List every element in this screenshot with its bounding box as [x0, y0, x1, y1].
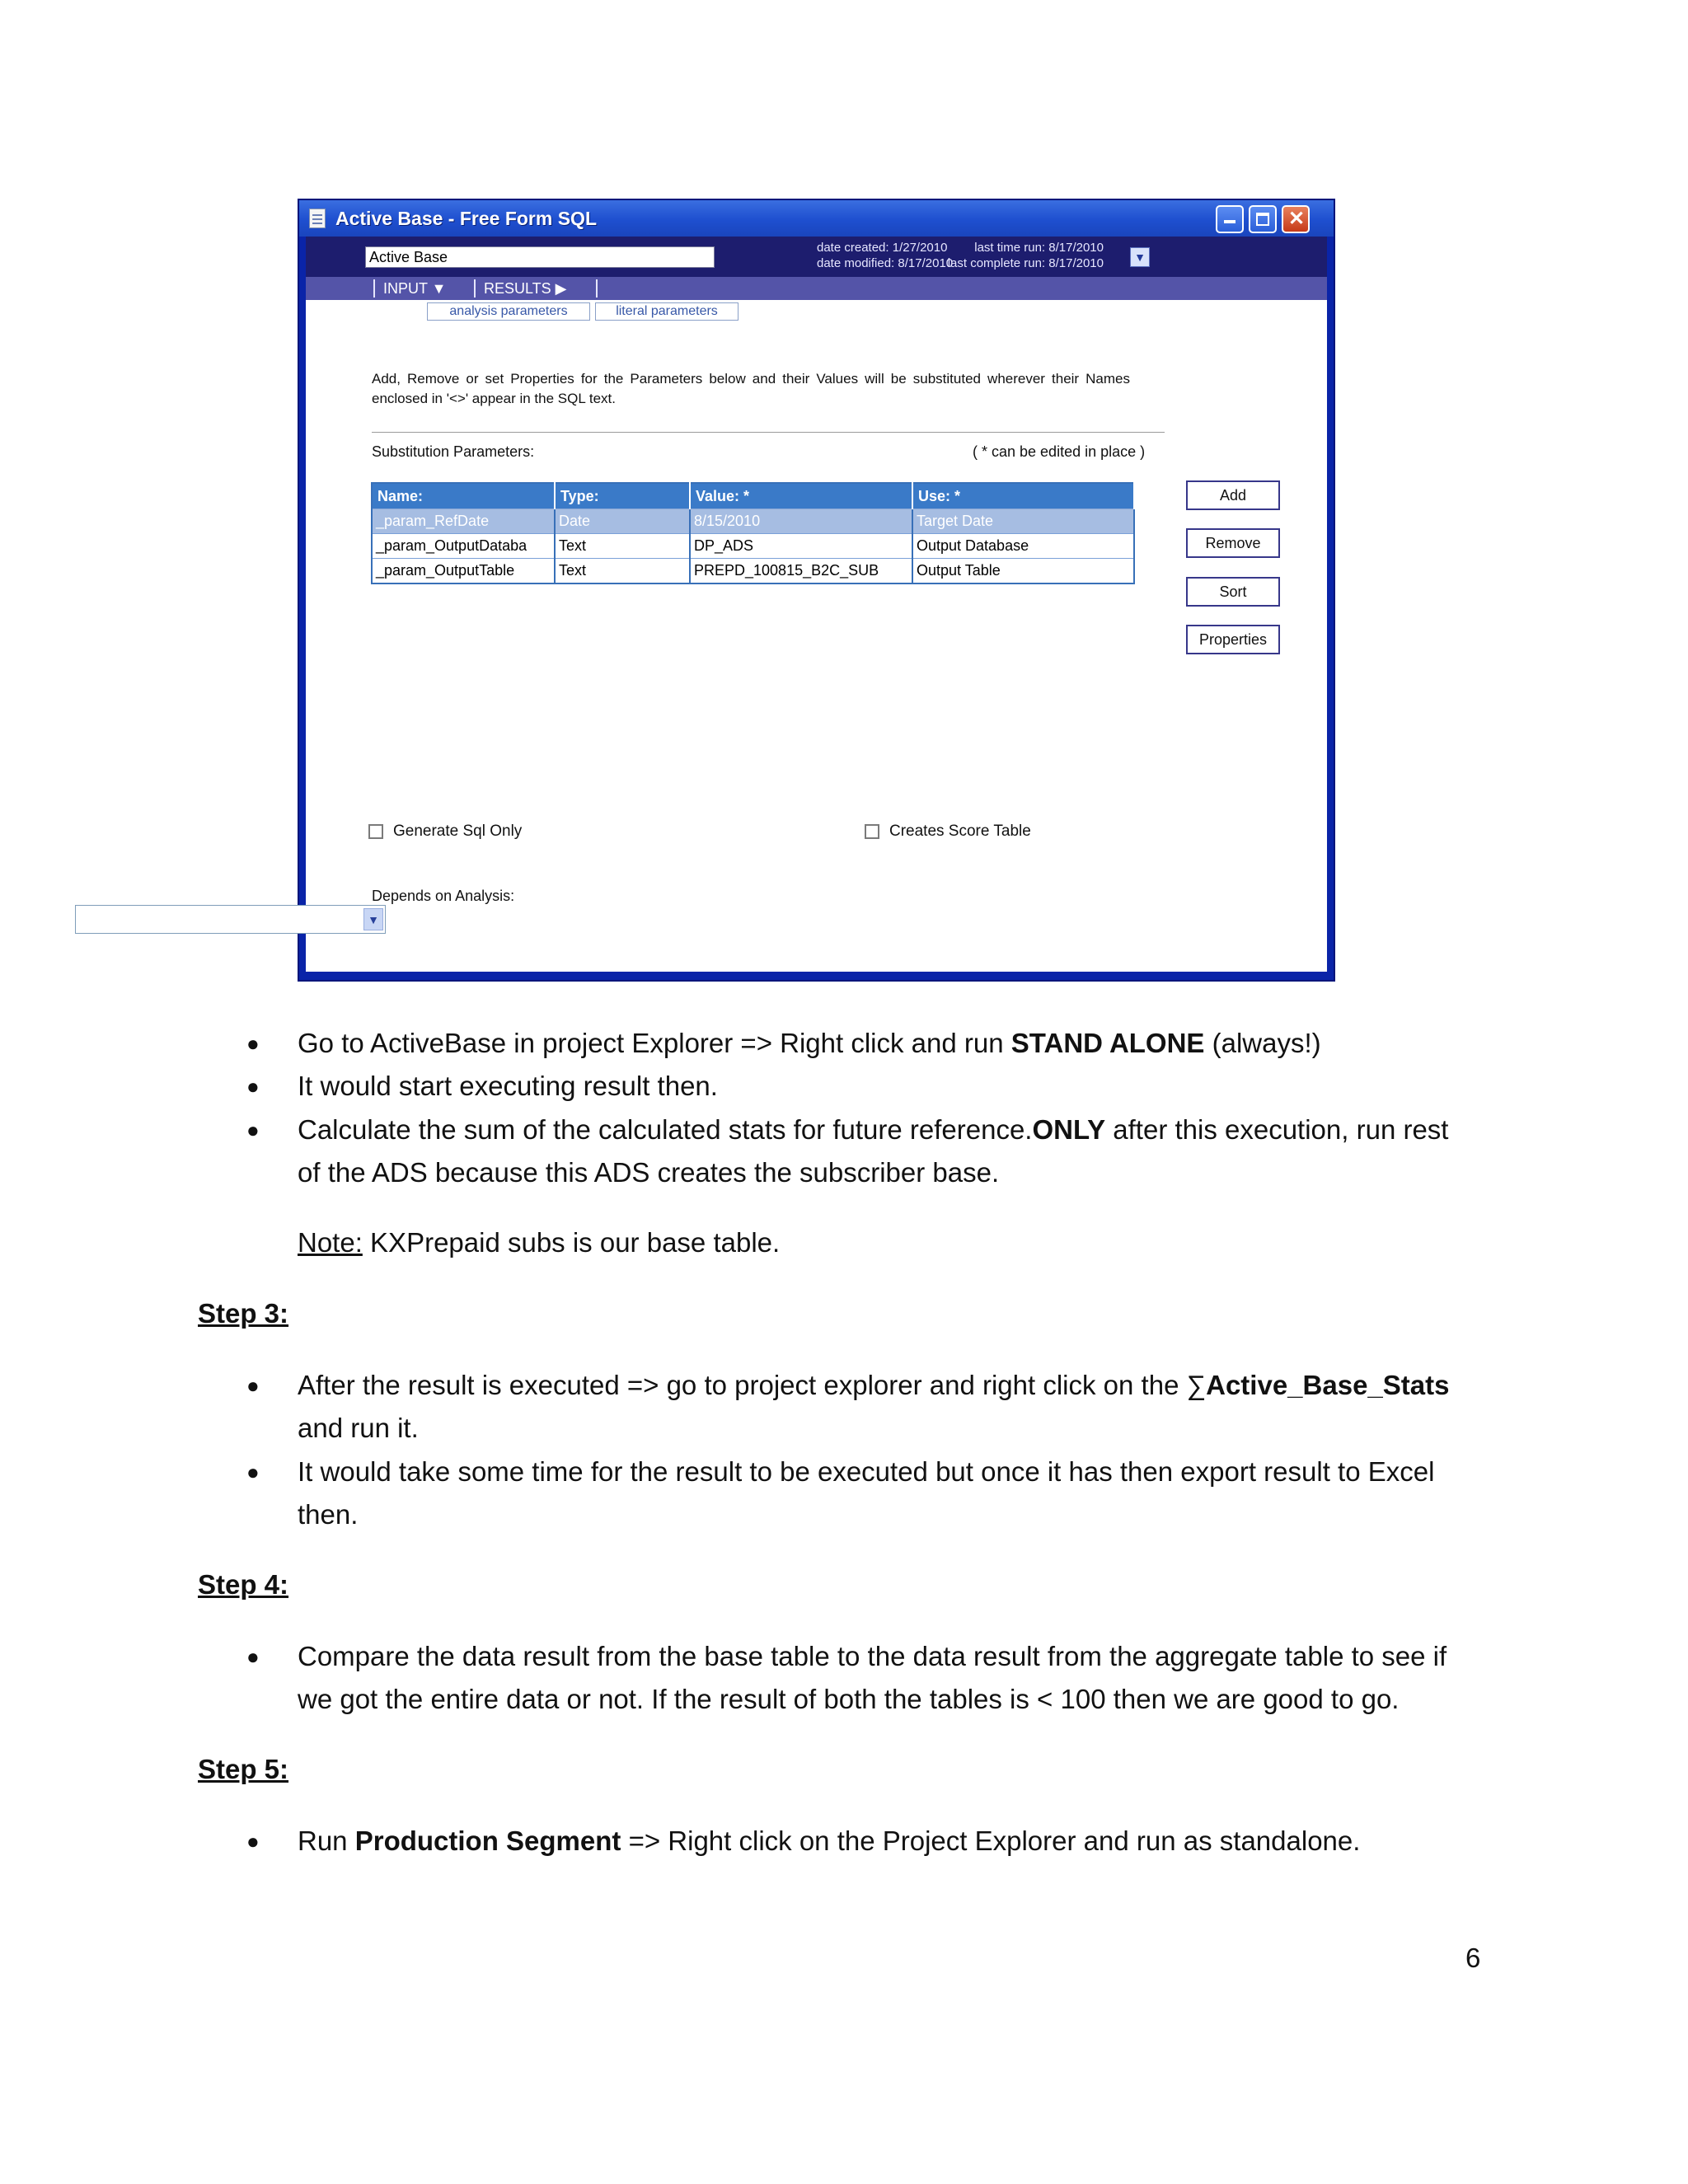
bold-text: Production Segment: [354, 1825, 621, 1856]
column-header-type[interactable]: Type:: [555, 483, 690, 509]
text: It would start executing result then.: [298, 1071, 718, 1101]
cell-type[interactable]: Text: [555, 534, 690, 559]
depends-on-analysis-label: Depends on Analysis:: [372, 888, 515, 904]
input-panel: [306, 300, 1327, 972]
cell-value[interactable]: DP_ADS: [690, 534, 912, 559]
text: Run: [298, 1825, 355, 1856]
main-tab-bar: [306, 277, 1327, 300]
note-text: KXPrepaid subs is our base table.: [362, 1227, 781, 1258]
bullet-icon: ●: [246, 1031, 260, 1056]
table-row[interactable]: [372, 534, 1134, 559]
tab-input[interactable]: INPUT ▼: [373, 279, 455, 298]
last-time-run: last time run: 8/17/2010: [974, 241, 1104, 255]
analysis-header: [306, 237, 1327, 277]
tab-divider: [596, 279, 598, 298]
bold-text: ONLY: [1032, 1114, 1106, 1145]
bold-text: Active_Base_Stats: [1206, 1370, 1450, 1400]
bullet-icon: ●: [246, 1829, 260, 1854]
note-paragraph: [298, 1221, 1493, 1264]
cell-name[interactable]: _param_RefDate: [372, 509, 555, 534]
table-header-row: [372, 483, 1134, 509]
bullet-icon: ●: [246, 1074, 260, 1099]
creates-score-table-label: Creates Score Table: [889, 823, 1031, 840]
creates-score-table-checkbox[interactable]: [865, 824, 879, 839]
parameters-table: [371, 482, 1135, 584]
date-created: date created: 1/27/2010: [817, 241, 948, 255]
chevron-down-icon: ▼: [1134, 251, 1146, 264]
remove-button[interactable]: Remove: [1186, 528, 1280, 558]
cell-value[interactable]: 8/15/2010: [690, 509, 912, 534]
close-icon: ✕: [1288, 208, 1306, 230]
text: (always!): [1204, 1028, 1321, 1058]
text: after this execution, run rest: [1105, 1114, 1449, 1145]
instructions-text: Add, Remove or set Properties for the Parameters below and their Values will be substituted wherever their Names enclosed in '<>' appear in the SQL text.: [372, 371, 1130, 406]
text: After the result is executed => go to project explorer and right click on the ∑: [298, 1370, 1207, 1400]
edit-in-place-note: ( * can be edited in place ): [973, 443, 1146, 460]
list-item-continuation: we got the entire data or not. If the result of both the tables is < 100 then we are good to go.: [298, 1684, 1400, 1714]
step-5-heading: Step 5:: [198, 1754, 289, 1784]
free-form-sql-window: [298, 199, 1335, 982]
list-item: It would take some time for the result to be executed but once it has then export result to Excel: [298, 1456, 1435, 1487]
list-item-continuation: of the ADS because this ADS creates the subscriber base.: [298, 1157, 1000, 1188]
list-item: [298, 1820, 1493, 1863]
add-button[interactable]: Add: [1186, 480, 1280, 510]
tab-results[interactable]: RESULTS ▶: [474, 279, 575, 298]
depends-on-analysis-select[interactable]: [75, 905, 386, 934]
window-title: Active Base - Free Form SQL: [335, 208, 597, 229]
maximize-icon: [1256, 213, 1269, 226]
close-button[interactable]: [1282, 205, 1310, 233]
column-header-value[interactable]: Value: *: [690, 483, 912, 509]
step-4-heading: Step 4:: [198, 1569, 289, 1600]
list-item: Compare the data result from the base table to the data result from the aggregate table to see if: [298, 1641, 1447, 1671]
note-label: Note:: [298, 1227, 363, 1258]
step-3-heading: Step 3:: [198, 1298, 289, 1329]
date-modified: date modified: 8/17/2010: [817, 256, 954, 270]
cell-use[interactable]: Output Table: [912, 559, 1134, 584]
list-item: [298, 1108, 1493, 1151]
document-icon: [309, 209, 326, 228]
divider: [372, 432, 1165, 433]
list-item: [298, 1364, 1493, 1407]
text: Calculate the sum of the calculated stats for future reference.: [298, 1114, 1033, 1145]
bullet-icon: ●: [246, 1118, 260, 1142]
properties-button[interactable]: Properties: [1186, 625, 1280, 654]
window-titlebar: [299, 200, 1334, 237]
table-row[interactable]: [372, 559, 1134, 584]
cell-value[interactable]: PREPD_100815_B2C_SUB: [690, 559, 912, 584]
sort-button[interactable]: Sort: [1186, 577, 1280, 607]
cell-use[interactable]: Target Date: [912, 509, 1134, 534]
bullet-icon: ●: [246, 1460, 260, 1484]
list-item-continuation: then.: [298, 1499, 359, 1530]
bold-text: STAND ALONE: [1010, 1028, 1205, 1058]
text: Go to ActiveBase in project Explorer => Right click and run: [298, 1028, 1011, 1058]
run-info: [939, 240, 1104, 271]
column-header-use[interactable]: Use: *: [912, 483, 1134, 509]
maximize-button[interactable]: [1249, 205, 1277, 233]
created-modified-info: [817, 240, 954, 271]
cell-name[interactable]: _param_OutputDataba: [372, 534, 555, 559]
text: => Right click on the Project Explorer and run as standalone.: [621, 1825, 1361, 1856]
list-item: [298, 1065, 1493, 1108]
list-item: [298, 1022, 1493, 1065]
generate-sql-only-label: Generate Sql Only: [393, 823, 523, 840]
minimize-button[interactable]: [1216, 205, 1244, 233]
last-complete-run: last complete run: 8/17/2010: [947, 256, 1104, 270]
subtab-literal-parameters[interactable]: literal parameters: [595, 302, 738, 321]
list-item-continuation: and run it.: [298, 1413, 419, 1443]
table-row[interactable]: [372, 509, 1134, 534]
cell-type[interactable]: Text: [555, 559, 690, 584]
bullet-icon: ●: [246, 1373, 260, 1398]
page-number: 6: [1465, 1943, 1481, 1973]
chevron-down-icon: ▼: [363, 908, 383, 930]
bullet-icon: ●: [246, 1644, 260, 1669]
cell-use[interactable]: Output Database: [912, 534, 1134, 559]
cell-name[interactable]: _param_OutputTable: [372, 559, 555, 584]
cell-type[interactable]: Date: [555, 509, 690, 534]
column-header-name[interactable]: Name:: [372, 483, 555, 509]
header-dropdown-button[interactable]: [1130, 247, 1150, 267]
subtab-analysis-parameters[interactable]: analysis parameters: [427, 302, 590, 321]
generate-sql-only-checkbox[interactable]: [368, 824, 383, 839]
analysis-name-field[interactable]: Active Base: [365, 246, 715, 268]
minimize-icon: [1224, 220, 1236, 223]
substitution-parameters-label: Substitution Parameters:: [372, 443, 535, 460]
